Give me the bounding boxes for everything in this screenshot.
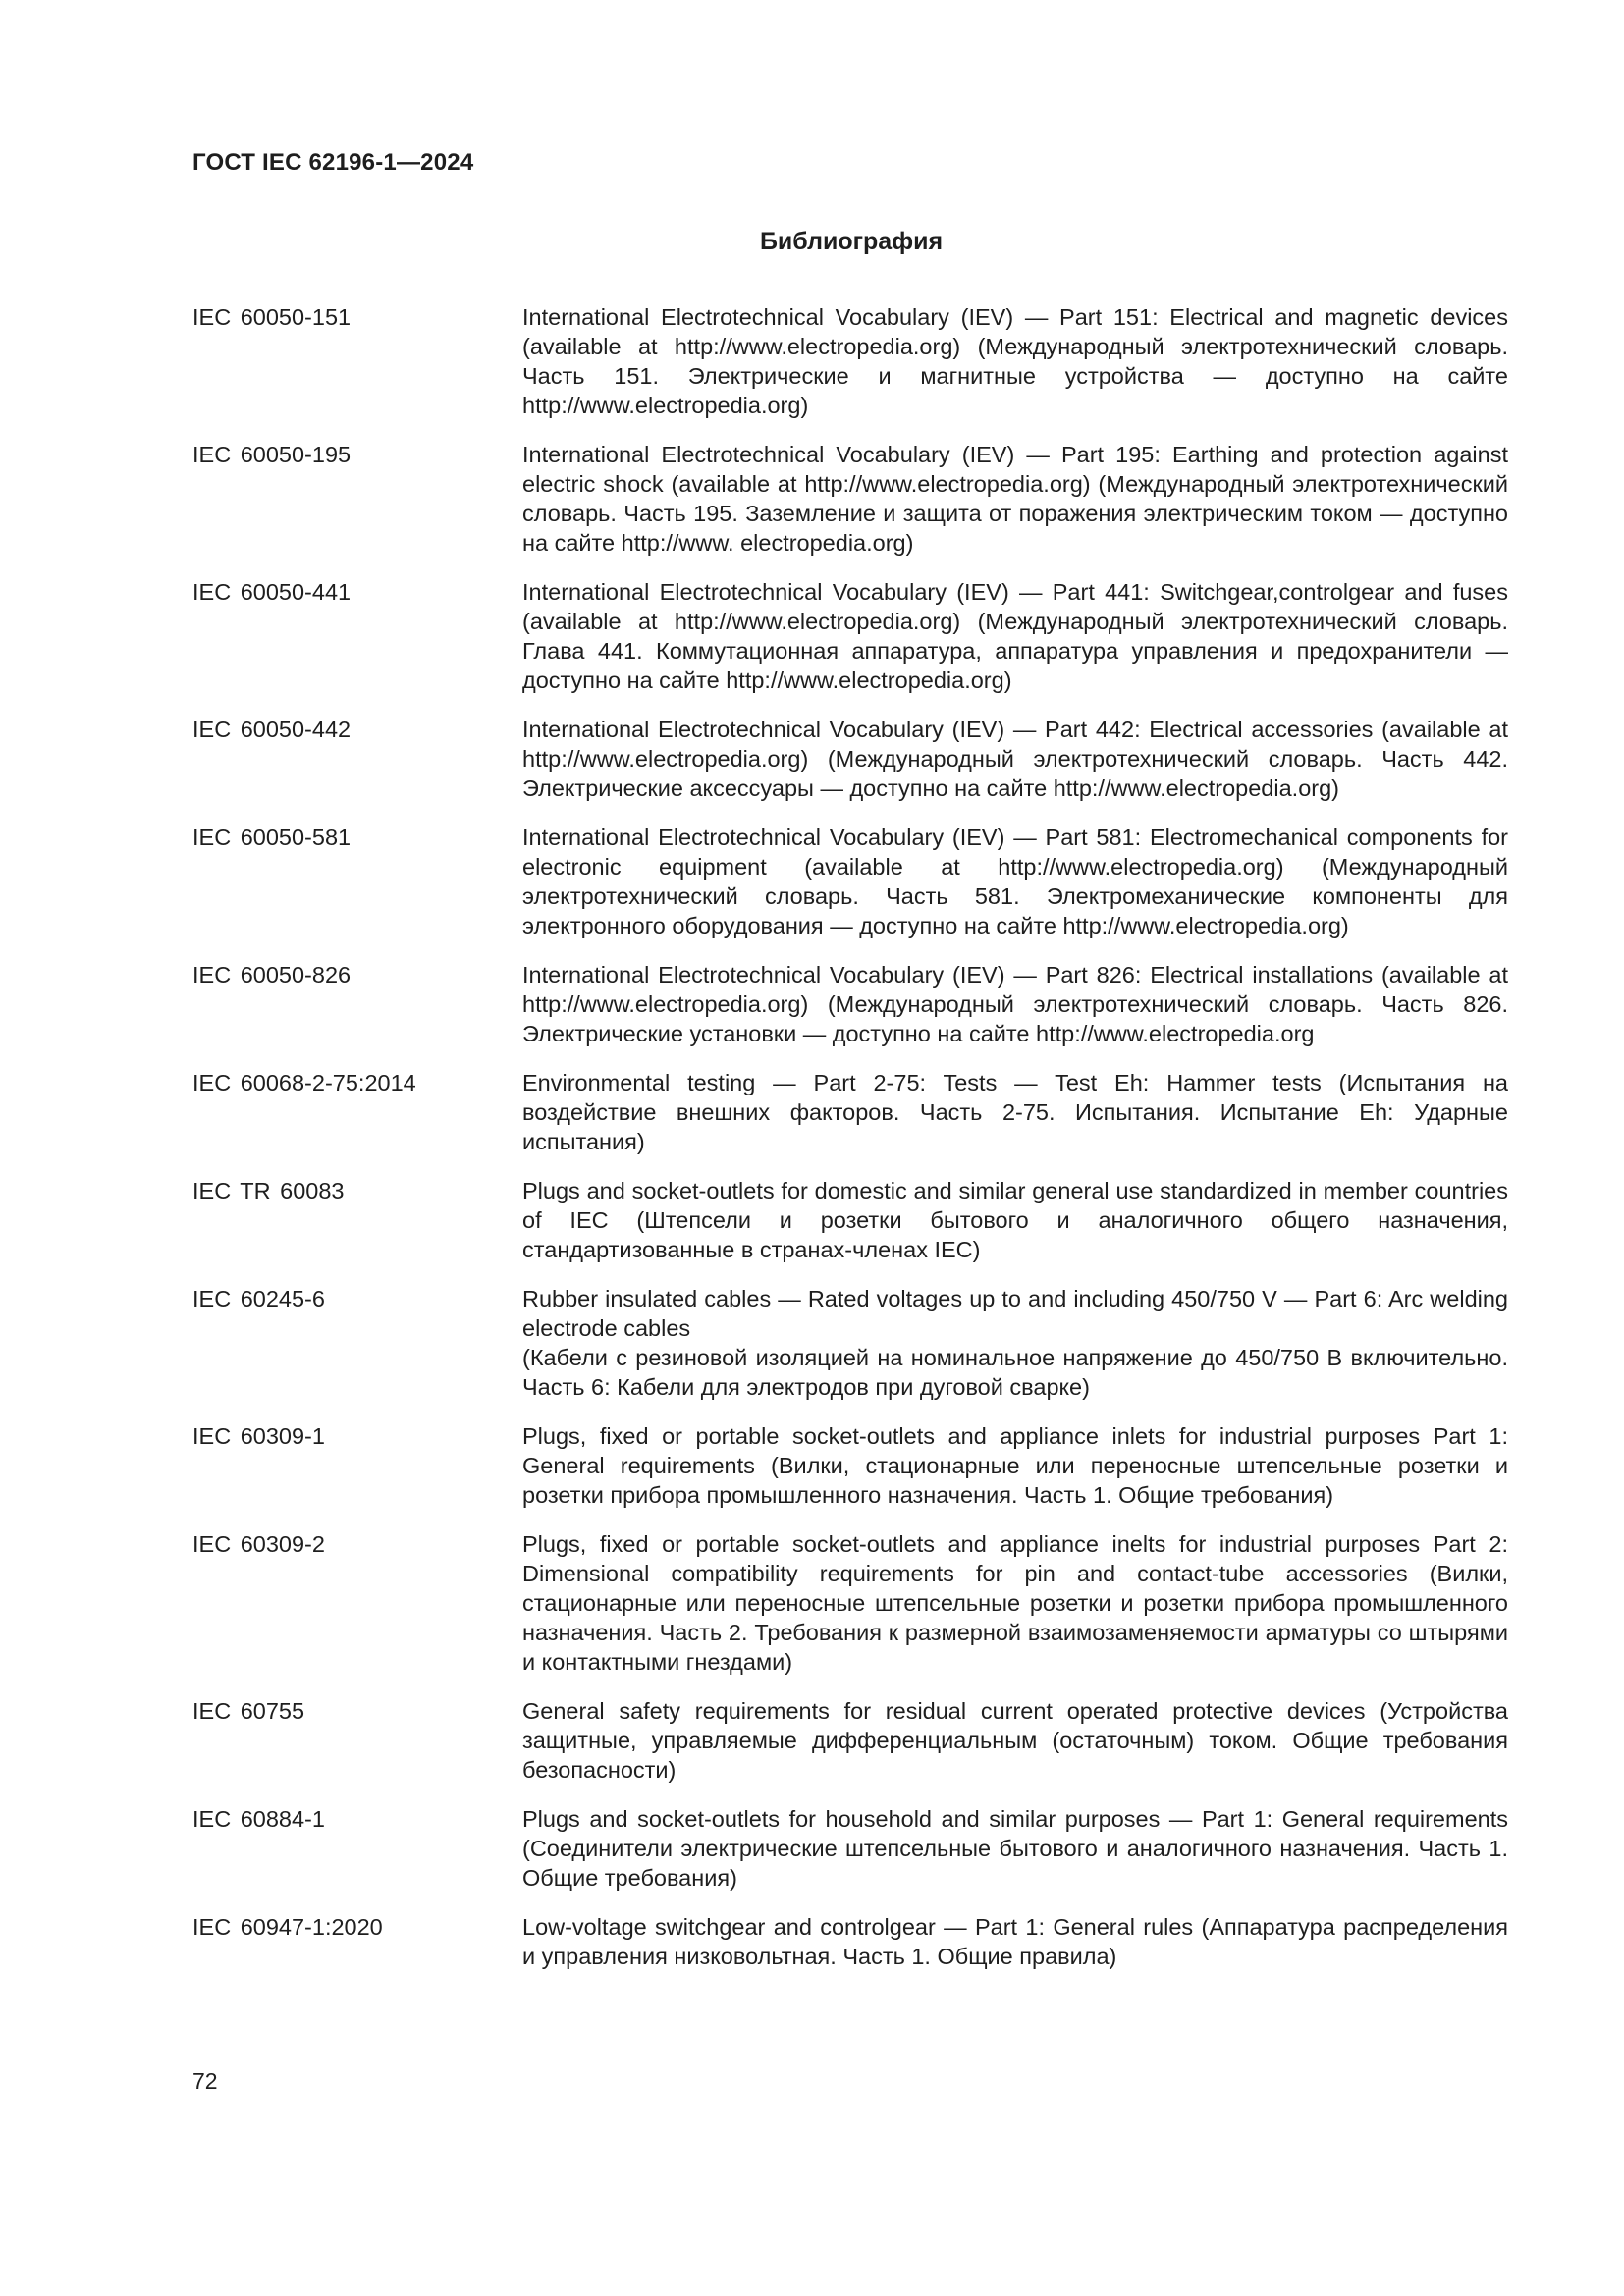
- bibliography-entry: [192, 577, 1508, 695]
- entry-description: Plugs, fixed or portable socket-outlets and appliance inlets for industrial purposes Part 1: General requirements (Вилки, стационарные или переносные штепсельные розетки и розетки прибора промышленного назначения. Часть 1. Общие требования): [522, 1423, 1508, 1508]
- bibliography-entry: [192, 1421, 1508, 1510]
- entry-description: International Electrotechnical Vocabulary (IEV) — Part 826: Electrical installations (available at http://www.electropedia.org) (Международный электротехнический словарь. Часть 826. Электрические установки — доступно на сайте http://www.electropedia.org: [522, 962, 1508, 1046]
- entry-description: International Electrotechnical Vocabulary (IEV) — Part 581: Electromechanical components for electronic equipment (available at http://www.electropedia.org) (Международный электротехнический словарь. Часть 581. Электромеханические компоненты для электронного оборудования — доступно на сайте http://www.electropedia.org): [522, 825, 1508, 938]
- entry-code: IEC TR 60083: [192, 1178, 345, 1203]
- entry-description: International Electrotechnical Vocabulary (IEV) — Part 441: Switchgear,controlgear and fuses (available at http://www.electropedia.org) (Международный электротехнический словарь. Глава 441. Коммутационная аппаратура, аппаратура управления и предохранители — доступно на сайте http://www.electropedia.org): [522, 579, 1508, 693]
- bibliography-entry: [192, 1529, 1508, 1677]
- bibliography-entry: [192, 715, 1508, 803]
- entry-code: IEC 60068-2-75:2014: [192, 1070, 416, 1095]
- entry-code: IEC 60050-151: [192, 304, 352, 330]
- entry-code: IEC 60050-826: [192, 962, 352, 988]
- entry-description: Environmental testing — Part 2-75: Tests — Test Eh: Hammer tests (Испытания на воздействие внешних факторов. Часть 2-75. Испытания. Испытание Eh: Ударные испытания): [522, 1070, 1508, 1154]
- bibliography-entry: [192, 960, 1508, 1048]
- bibliography-entry: [192, 823, 1508, 940]
- bibliography-entry: [192, 1912, 1508, 1971]
- entry-code: IEC 60755: [192, 1698, 305, 1724]
- entry-description: Plugs, fixed or portable socket-outlets and appliance inelts for industrial purposes Part 2: Dimensional compatibility requirements for pin and contact-tube accessories (Вилки, стационарные или переносные штепсельные розетки и розетки прибора промышленного назначения. Часть 2. Требования к размерной взаимозаменяемости арматуры со штырями и контактными гнездами): [522, 1531, 1508, 1675]
- entry-code: IEC 60245-6: [192, 1286, 325, 1311]
- entry-description: Plugs and socket-outlets for domestic and similar general use standardized in member countries of IEC (Штепсели и розетки бытового и аналогичного общего назначения, стандартизованные в странах-членах IEC): [522, 1178, 1508, 1262]
- entry-code: IEC 60309-2: [192, 1531, 325, 1557]
- entry-code: IEC 60884-1: [192, 1806, 325, 1832]
- bibliography-entry: [192, 1696, 1508, 1785]
- entry-code: IEC 60947-1:2020: [192, 1914, 383, 1940]
- entry-description: General safety requirements for residual current operated protective devices (Устройства защитные, управляемые дифференциальным (остаточным) током. Общие требования безопасности): [522, 1698, 1508, 1783]
- page-number: 72: [192, 2068, 218, 2094]
- document-header: ГОСТ IEC 62196-1—2024: [192, 149, 474, 176]
- entry-description: International Electrotechnical Vocabulary (IEV) — Part 195: Earthing and protection against electric shock (available at http://www.electropedia.org) (Международный электротехнический словарь. Часть 195. Заземление и защита от поражения электрическим током — доступно на сайте http://www. electropedia.org): [522, 442, 1508, 556]
- section-title: Библиография: [759, 228, 944, 255]
- entry-description: Low-voltage switchgear and controlgear — Part 1: General rules (Аппаратура распределения и управления низковольтная. Часть 1. Общие правила): [522, 1914, 1508, 1969]
- entry-code: IEC 60050-442: [192, 717, 352, 742]
- entry-code: IEC 60309-1: [192, 1423, 325, 1449]
- entry-code: IEC 60050-441: [192, 579, 352, 605]
- entry-code: IEC 60050-581: [192, 825, 352, 850]
- bibliography-entry: [192, 1068, 1508, 1156]
- entry-description: Rubber insulated cables — Rated voltages up to and including 450/750 V — Part 6: Arc welding electrode cables (Кабели с резиновой изоляцией на номинальное напряжение до 450/750 В включительно. Часть 6: Кабели для электродов при дуговой сварке): [522, 1286, 1508, 1400]
- bibliography-entry: [192, 1804, 1508, 1893]
- bibliography-entry: [192, 302, 1508, 420]
- bibliography-entry: [192, 1284, 1508, 1402]
- entry-description: International Electrotechnical Vocabulary (IEV) — Part 442: Electrical accessories (available at http://www.electropedia.org) (Международный электротехнический словарь. Часть 442. Электрические аксессуары — доступно на сайте http://www.electropedia.org): [522, 717, 1508, 801]
- entry-description: International Electrotechnical Vocabulary (IEV) — Part 151: Electrical and magnetic devices (available at http://www.electropedia.org) (Международный электротехнический словарь. Часть 151. Электрические и магнитные устройства — доступно на сайте http://www.electropedia.org): [522, 304, 1508, 418]
- entry-code: IEC 60050-195: [192, 442, 352, 467]
- bibliography-list: [192, 302, 1508, 1991]
- bibliography-entry: [192, 1176, 1508, 1264]
- bibliography-entry: [192, 440, 1508, 558]
- entry-description: Plugs and socket-outlets for household and similar purposes — Part 1: General requirements (Соединители электрические штепсельные бытового и аналогичного назначения. Часть 1. Общие требования): [522, 1806, 1508, 1891]
